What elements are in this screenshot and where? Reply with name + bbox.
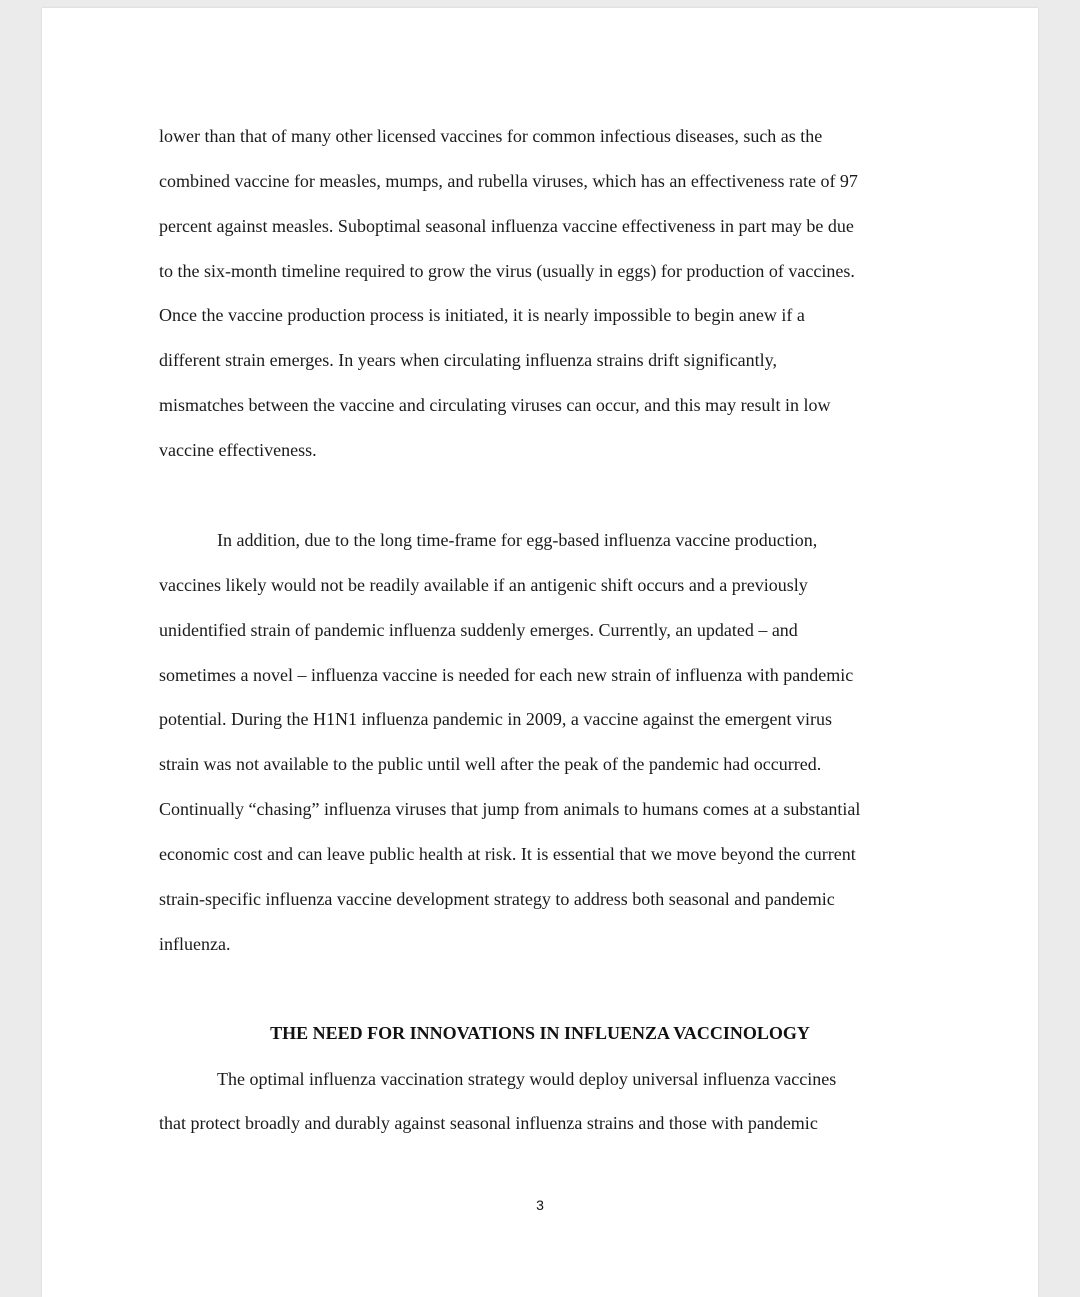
paragraph-3-line-2: that protect broadly and durably against seasonal influenza strains and those with pandemic bbox=[159, 1113, 818, 1133]
paragraph-2-line-4: sometimes a novel – influenza vaccine is needed for each new strain of influenza with pandemic bbox=[159, 665, 854, 685]
page-number: 3 bbox=[536, 1197, 544, 1213]
paragraph-2-line-5: potential. During the H1N1 influenza pandemic in 2009, a vaccine against the emergent virus bbox=[159, 709, 832, 729]
paragraph-1-line-2: combined vaccine for measles, mumps, and rubella viruses, which has an effectiveness rate of 97 bbox=[159, 171, 858, 191]
paragraph-2-line-1: In addition, due to the long time-frame for egg-based influenza vaccine production, bbox=[217, 530, 818, 550]
paragraph-1-line-8: vaccine effectiveness. bbox=[159, 440, 317, 460]
paragraph-2-line-9: strain-specific influenza vaccine development strategy to address both seasonal and pandemic bbox=[159, 889, 835, 909]
paragraph-1-line-7: mismatches between the vaccine and circulating viruses can occur, and this may result in low bbox=[159, 395, 831, 415]
paragraph-1-line-5: Once the vaccine production process is initiated, it is nearly impossible to begin anew if a bbox=[159, 305, 805, 325]
paragraph-1-line-3: percent against measles. Suboptimal seasonal influenza vaccine effectiveness in part may be due bbox=[159, 216, 854, 236]
section-heading: THE NEED FOR INNOVATIONS IN INFLUENZA VACCINOLOGY bbox=[270, 1023, 810, 1043]
paragraph-2-line-10: influenza. bbox=[159, 934, 231, 954]
paragraph-2-line-7: Continually “chasing” influenza viruses that jump from animals to humans comes at a substantial bbox=[159, 799, 861, 819]
paragraph-2-line-6: strain was not available to the public until well after the peak of the pandemic had occurred. bbox=[159, 754, 822, 774]
paragraph-2-line-3: unidentified strain of pandemic influenza suddenly emerges. Currently, an updated – and bbox=[159, 620, 798, 640]
paragraph-3-line-1: The optimal influenza vaccination strategy would deploy universal influenza vaccines bbox=[217, 1069, 837, 1089]
document-page bbox=[42, 8, 1038, 1297]
paragraph-1-line-1: lower than that of many other licensed vaccines for common infectious diseases, such as the bbox=[159, 126, 823, 146]
paragraph-2-line-8: economic cost and can leave public health at risk. It is essential that we move beyond the current bbox=[159, 844, 856, 864]
paragraph-1-line-6: different strain emerges. In years when circulating influenza strains drift significantly, bbox=[159, 350, 777, 370]
paragraph-1-line-4: to the six-month timeline required to grow the virus (usually in eggs) for production of vaccines. bbox=[159, 261, 855, 281]
paragraph-2-line-2: vaccines likely would not be readily available if an antigenic shift occurs and a previously bbox=[159, 575, 808, 595]
